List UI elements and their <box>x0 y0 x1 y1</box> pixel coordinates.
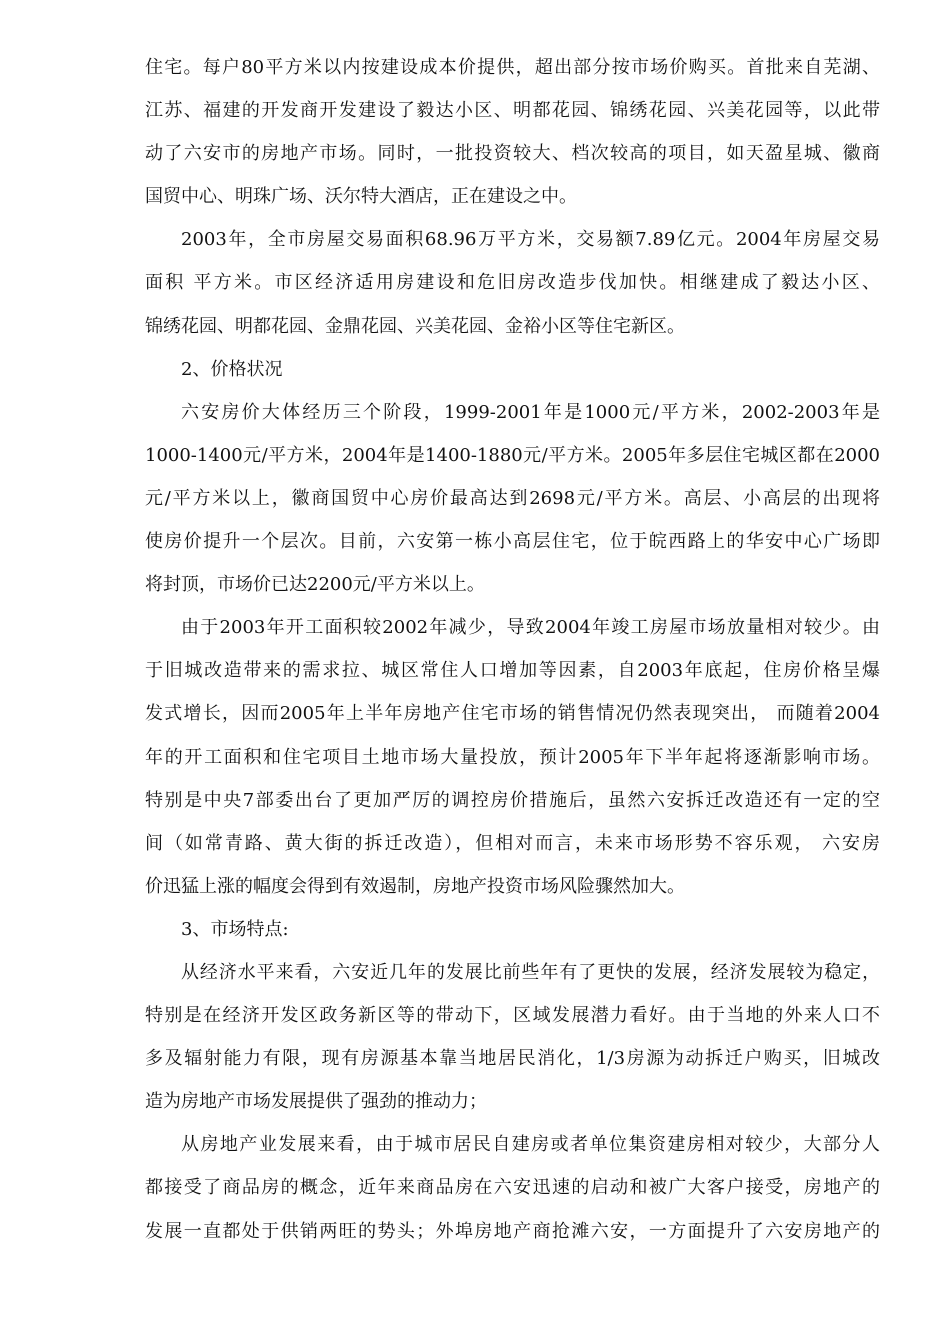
text-line: 六安房价大体经历三个阶段，1999-2001年是1000元/平方米，2002-2003年是 <box>181 401 880 423</box>
text-line: 从经济水平来看，六安近几年的发展比前些年有了更快的发展，经济发展较为稳定， <box>181 961 880 983</box>
text-line: 于旧城改造带来的需求拉、城区常住人口增加等因素，自2003年底起，住房价格呈爆 <box>145 660 880 682</box>
text-line: 动了六安市的房地产市场。同时，一批投资较大、档次较高的项目，如天盈星城、徽商 <box>145 143 880 165</box>
text-line: 面积 平方米。市区经济适用房建设和危旧房改造步伐加快。相继建成了毅达小区、 <box>145 272 880 294</box>
text-line: 造为房地产市场发展提供了强劲的推动力； <box>145 1091 487 1113</box>
text-line: 发式增长，因而2005年上半年房地产住宅市场的销售情况仍然表现突出， 而随着2004 <box>145 703 880 725</box>
document-body <box>145 46 880 1253</box>
text-line: 年的开工面积和住宅项目土地市场大量投放，预计2005年下半年起将逐渐影响市场。 <box>145 746 880 768</box>
text-line: 多及辐射能力有限，现有房源基本靠当地居民消化，1/3房源为动拆迁户购买，旧城改 <box>145 1048 880 1070</box>
text-line: 价迅猛上涨的幅度会得到有效遏制，房地产投资市场风险骤然加大。 <box>145 875 685 897</box>
text-line: 由于2003年开工面积较2002年减少，导致2004年竣工房屋市场放量相对较少。由 <box>181 617 880 639</box>
text-line: 使房价提升一个层次。目前，六安第一栋小高层住宅，位于皖西路上的华安中心广场即 <box>145 531 880 553</box>
text-line: 发展一直都处于供销两旺的势头；外埠房地产商抢滩六安，一方面提升了六安房地产的 <box>145 1220 880 1242</box>
text-line: 1000-1400元/平方米，2004年是1400-1880元/平方米。2005年多层住宅城区都在2000 <box>145 444 880 466</box>
text-line: 住宅。每户80平方米以内按建设成本价提供，超出部分按市场价购买。首批来自芜湖、 <box>145 57 880 78</box>
text-line: 元/平方米以上，徽商国贸中心房价最高达到2698元/平方米。高层、小高层的出现将 <box>145 487 880 509</box>
text-line: 从房地产业发展来看，由于城市居民自建房或者单位集资建房相对较少，大部分人 <box>181 1134 880 1156</box>
text-line: 特别是中央7部委出台了更加严厉的调控房价措施后，虽然六安拆迁改造还有一定的空 <box>145 789 880 811</box>
text-line: 2、价格状况 <box>181 358 283 380</box>
text-line: 都接受了商品房的概念，近年来商品房在六安迅速的启动和被广大客户接受，房地产的 <box>145 1177 880 1199</box>
text-line: 特别是在经济开发区政务新区等的带动下，区域发展潜力看好。由于当地的外来人口不 <box>145 1005 880 1027</box>
text-line: 将封顶，市场价已达2200元/平方米以上。 <box>145 574 485 596</box>
text-line: 3、市场特点: <box>181 918 289 940</box>
text-line: 2003年，全市房屋交易面积68.96万平方米，交易额7.89亿元。2004年房屋交易 <box>181 229 880 251</box>
text-line: 国贸中心、明珠广场、沃尔特大酒店，正在建设之中。 <box>145 186 577 208</box>
text-line: 锦绣花园、明都花园、金鼎花园、兴美花园、金裕小区等住宅新区。 <box>145 315 685 337</box>
text-line: 江苏、福建的开发商开发建设了毅达小区、明都花园、锦绣花园、兴美花园等，以此带 <box>145 100 880 122</box>
text-line: 间（如常青路、黄大街的拆迁改造），但相对而言，未来市场形势不容乐观， 六安房 <box>145 832 880 854</box>
